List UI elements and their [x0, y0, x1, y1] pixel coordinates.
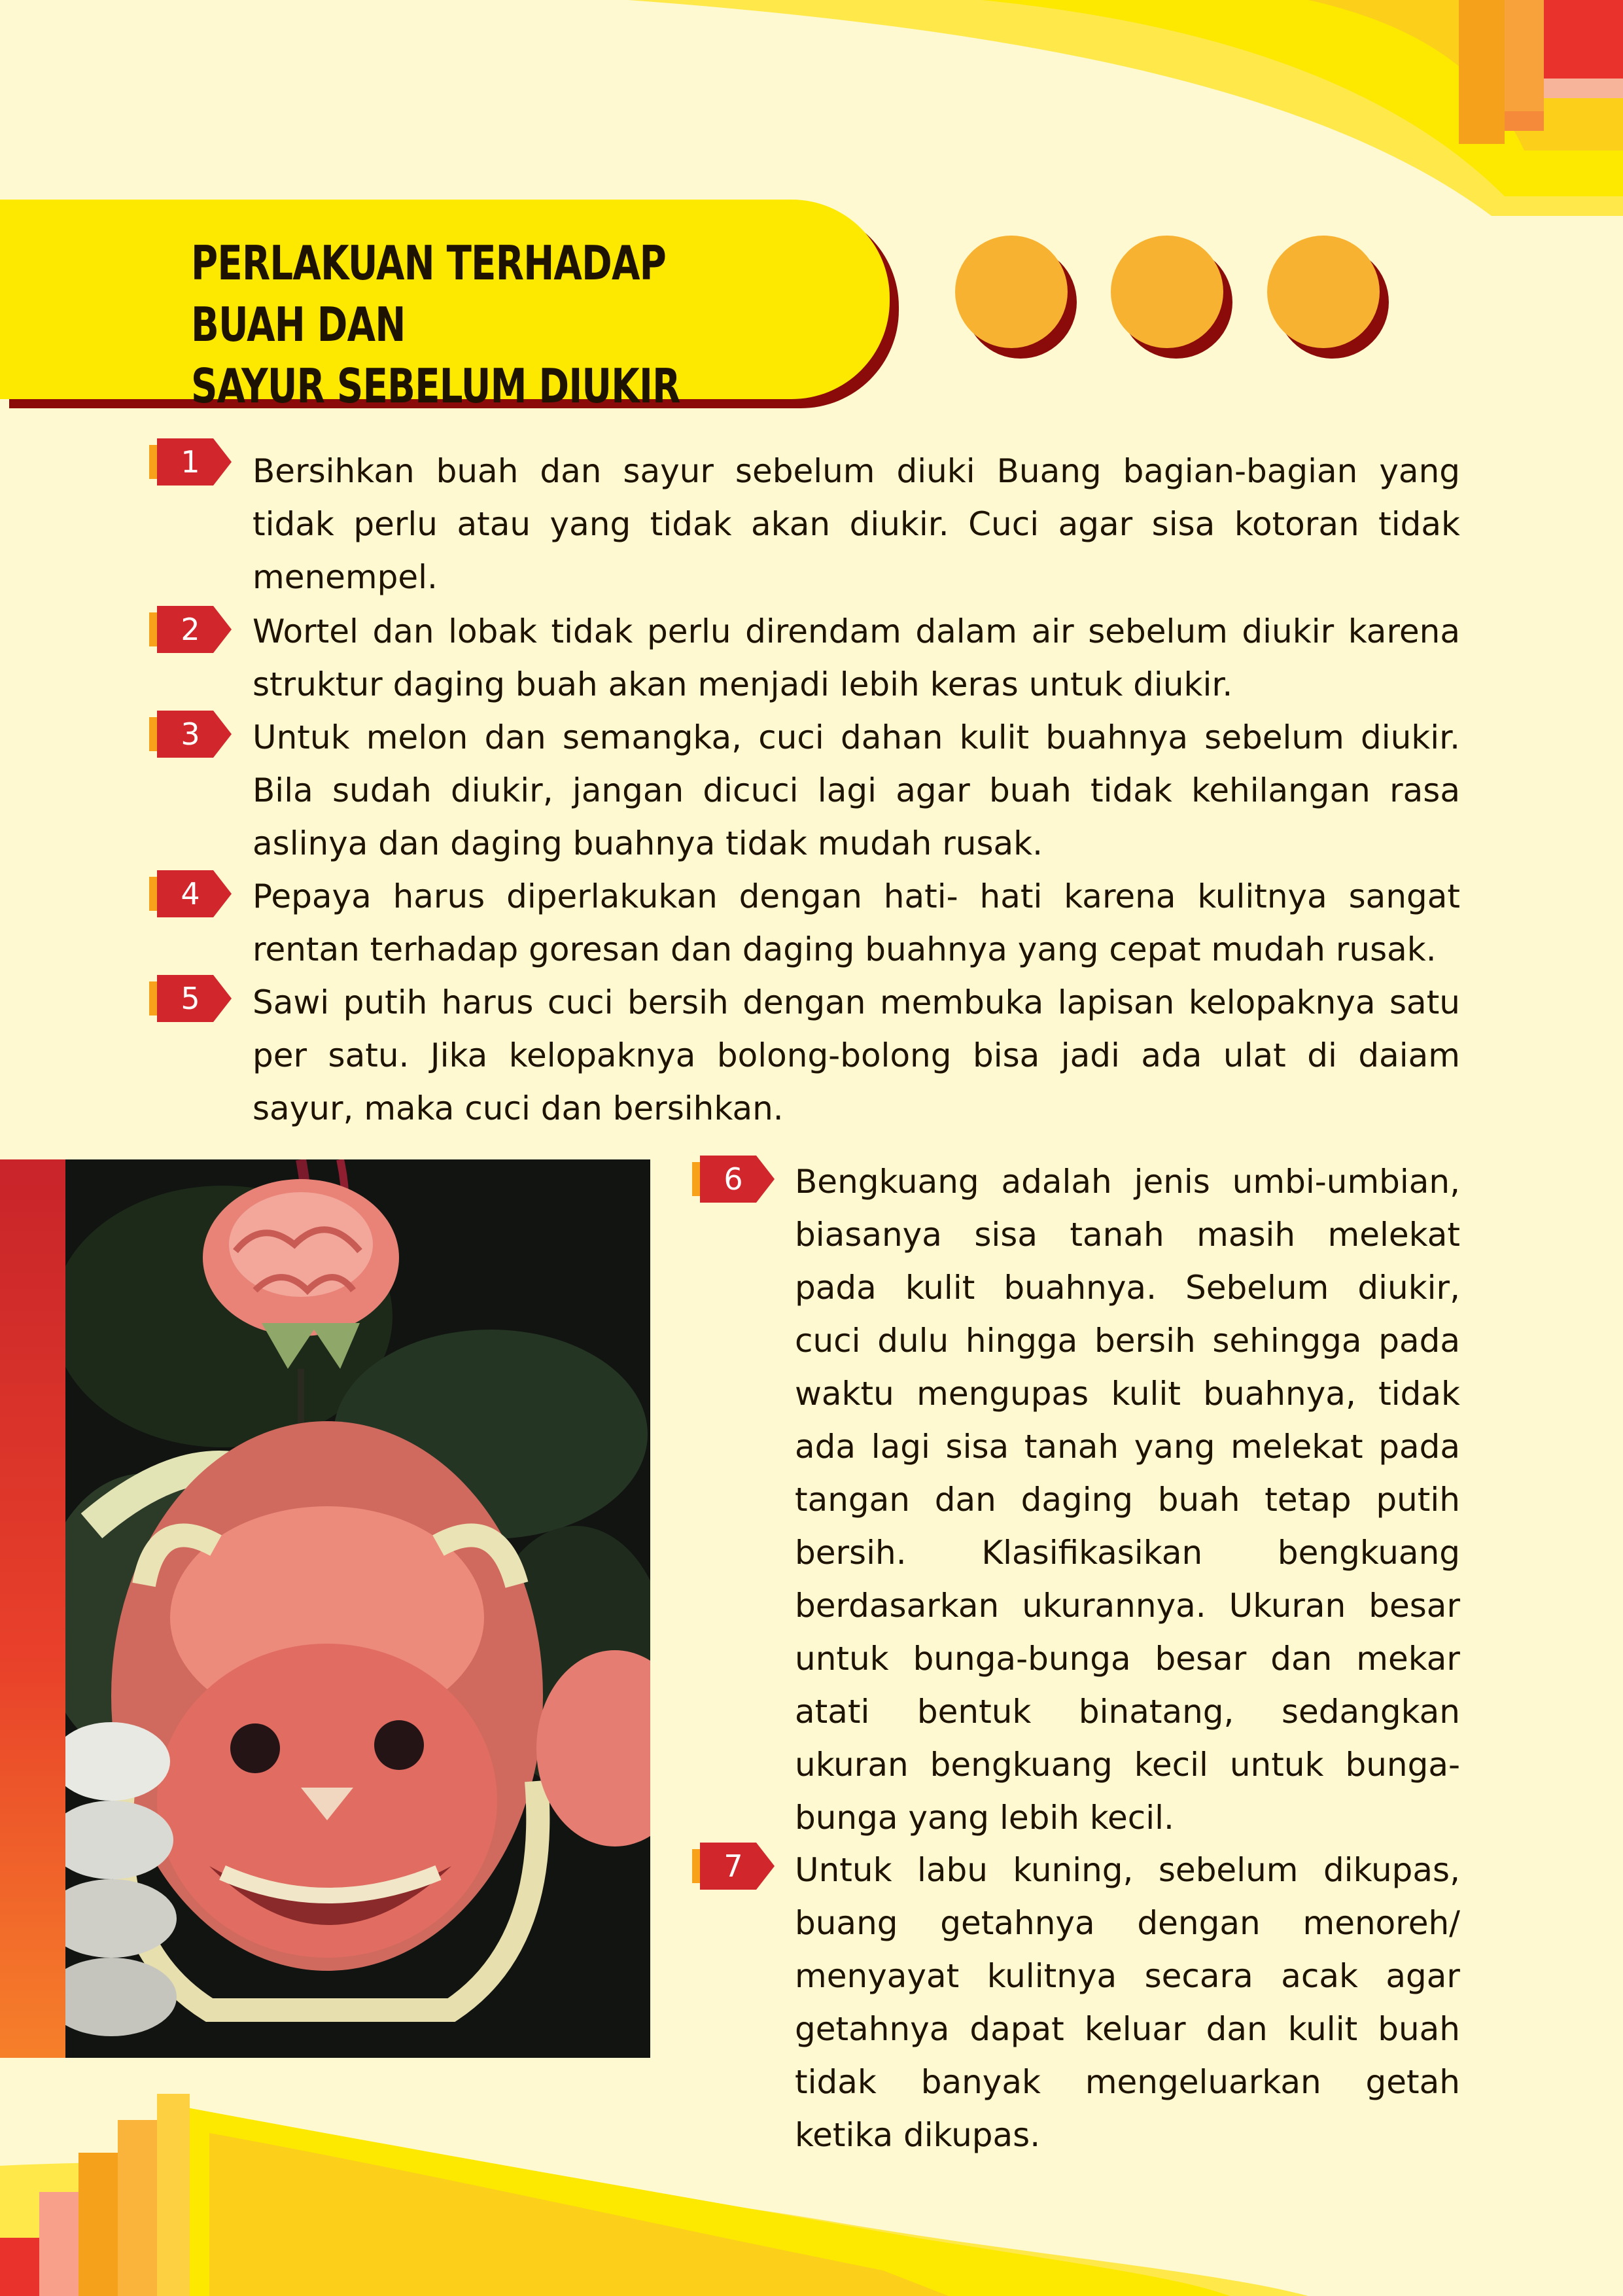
list-item-text: Untuk melon dan semangka, cuci dahan kulit buahnya sebelum diukir. Bila sudah diukir, jangan dicuci lagi agar buah tidak kehilangan rasa aslinya dan daging buahnya tidak mudah rusak. — [253, 718, 1460, 862]
number-badge-label: 2 — [181, 612, 200, 647]
list-item-text: Bersihkan buah dan sayur sebelum diuki Buang bagian-bagian yang tidak perlu atau yang tidak akan diukir. Cuci agar sisa kotoran tidak menempel. — [253, 452, 1460, 596]
decorative-circle-2 — [1111, 236, 1223, 348]
title-line-1: PERLAKUAN TERHADAP BUAH DAN — [191, 236, 667, 352]
number-badge-label: 4 — [181, 876, 200, 911]
page-title — [191, 232, 707, 417]
number-badge — [149, 870, 232, 917]
number-badge — [149, 975, 232, 1022]
decorative-circle-3 — [1267, 236, 1380, 348]
list-item-text: Bengkuang adalah jenis umbi-umbian, biasanya sisa tanah masih melekat pada kulit buahnya. Sebelum diukir, cuci dulu hingga bersih sehingga pada waktu mengupas kulit buahnya, tidak ada lagi sisa tanah yang melekat pada tangan dan daging buah tetap putih bersih. Klasifikasikan bengkuang berdasarkan ukurannya. Ukuran besar untuk bunga-bunga besar dan mekar atati bentuk binatang, sedangkan ukuran bengkuang kecil untuk bunga-bunga yang lebih kecil. — [795, 1163, 1460, 1837]
number-badge — [149, 711, 232, 758]
number-badge — [149, 606, 232, 653]
watermelon-carving-photo — [65, 1159, 650, 2058]
title-line-2: SAYUR SEBELUM DIUKIR — [191, 359, 680, 414]
number-badge-label: 1 — [181, 444, 200, 480]
number-badge — [149, 438, 232, 486]
photo-side-bar — [0, 1159, 65, 2058]
number-badge — [692, 1843, 775, 1890]
list-item-text: Wortel dan lobak tidak perlu direndam dalam air sebelum diukir karena struktur daging buah akan menjadi lebih keras untuk diukir. — [253, 612, 1460, 703]
number-badge-label: 7 — [724, 1848, 743, 1884]
number-badge-label: 5 — [181, 981, 200, 1016]
number-badge-label: 3 — [181, 716, 200, 752]
decorative-circle-1 — [955, 236, 1068, 348]
list-item-text: Pepaya harus diperlakukan dengan hati- hati karena kulitnya sangat rentan terhadap goresan dan daging buahnya yang cepat mudah rusak. — [253, 877, 1460, 968]
list-item-text: Untuk labu kuning, sebelum dikupas, buang getahnya dengan menoreh/ menyayat kulitnya secara acak agar getahnya dapat keluar dan kulit buah tidak banyak mengeluarkan getah ketika dikupas. — [795, 1851, 1460, 2154]
photo-illustration — [65, 1159, 650, 2058]
list-item-text: Sawi putih harus cuci bersih dengan membuka lapisan kelopaknya satu per satu. Jika kelopaknya bolong-bolong bisa jadi ada ulat di daiam sayur, maka cuci dan bersihkan. — [253, 983, 1460, 1127]
number-badge-label: 6 — [724, 1161, 743, 1197]
number-badge — [692, 1156, 775, 1203]
